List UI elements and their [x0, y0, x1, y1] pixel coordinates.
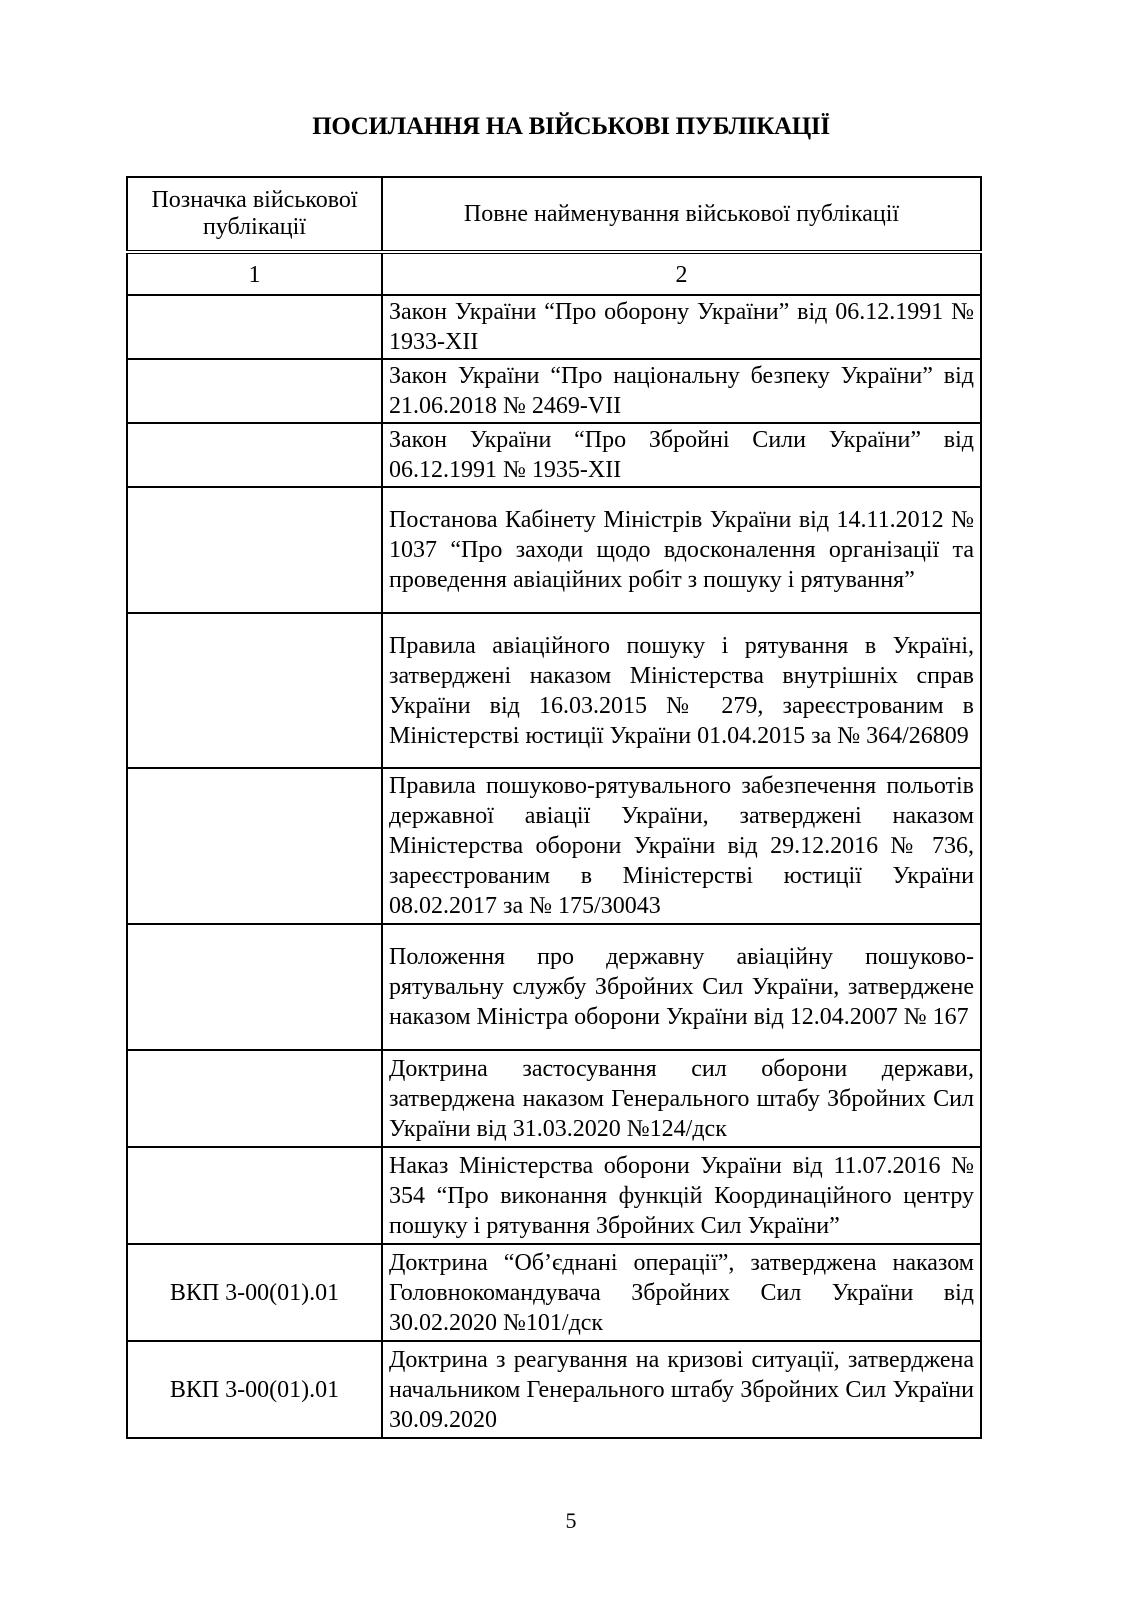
publication-name: Наказ Міністерства оборони України від 11.07.2016 № 354 “Про виконання функцій Координаційного центру пошуку і рятування Збройних Сил України” [382, 1147, 981, 1244]
page-title: ПОСИЛАННЯ НА ВІЙСЬКОВІ ПУБЛІКАЦІЇ [312, 113, 830, 140]
publication-name: Закон України “Про оборону України” від 06.12.1991 № 1933-XII [382, 295, 981, 359]
table-row [127, 359, 981, 423]
header-designation: Позначка військової публікації [127, 177, 382, 252]
table-row [127, 1147, 981, 1244]
table-row [127, 613, 981, 768]
publication-code [127, 613, 382, 768]
publication-name: Доктрина “Об’єднані операції”, затверджена наказом Головнокомандувача Збройних Сил України від 30.02.2020 №101/дск [382, 1244, 981, 1341]
table-row [127, 924, 981, 1050]
table-row [127, 423, 981, 487]
page-number: 5 [565, 1508, 577, 1533]
publication-name: Постанова Кабінету Міністрів України від 14.11.2012 № 1037 “Про заходи щодо вдосконалення організації та проведення авіаційних робіт з пошуку і рятування” [382, 487, 981, 613]
publication-name: Правила пошуково-рятувального забезпечення польотів державної авіації України, затверджені наказом Міністерства оборони України від 29.12.2016 № 736, зареєстрованим в Міністерстві юстиції України 08.02.2017 за № 175/30043 [382, 768, 981, 924]
table-row [127, 1341, 981, 1438]
publication-code [127, 1050, 382, 1147]
publication-name: Закон України “Про Збройні Сили України” від 06.12.1991 № 1935-XII [382, 423, 981, 487]
publication-code [127, 924, 382, 1050]
table-row [127, 295, 981, 359]
publication-code [127, 423, 382, 487]
publication-code [127, 295, 382, 359]
table-row [127, 1244, 981, 1341]
column-number-2: 2 [382, 252, 981, 295]
publication-name: Доктрина застосування сил оборони держави, затверджена наказом Генерального штабу Збройних Сил України від 31.03.2020 №124/дск [382, 1050, 981, 1147]
publication-name: Правила авіаційного пошуку і рятування в Україні, затверджені наказом Міністерства внутрішніх справ України від 16.03.2015 № 279, зареєстрованим в Міністерстві юстиції України 01.04.2015 за № 364/26809 [382, 613, 981, 768]
publication-code [127, 768, 382, 924]
publication-name: Положення про державну авіаційну пошуково-рятувальну службу Збройних Сил України, затверджене наказом Міністра оборони України від 12.04.2007 № 167 [382, 924, 981, 1050]
publications-table [126, 176, 982, 1439]
table-header-row [127, 177, 981, 252]
publication-code [127, 487, 382, 613]
table-row [127, 1050, 981, 1147]
table-row [127, 768, 981, 924]
header-full-name: Повне найменування військової публікації [382, 177, 981, 252]
publication-name: Доктрина з реагування на кризові ситуації, затверджена начальником Генерального штабу Збройних Сил України 30.09.2020 [382, 1341, 981, 1438]
publication-code [127, 1147, 382, 1244]
publication-name: Закон України “Про національну безпеку України” від 21.06.2018 № 2469-VII [382, 359, 981, 423]
publication-code: ВКП 3-00(01).01 [127, 1244, 382, 1341]
table-row [127, 487, 981, 613]
publication-code: ВКП 3-00(01).01 [127, 1341, 382, 1438]
column-number-row [127, 252, 981, 295]
column-number-1: 1 [127, 252, 382, 295]
publication-code [127, 359, 382, 423]
